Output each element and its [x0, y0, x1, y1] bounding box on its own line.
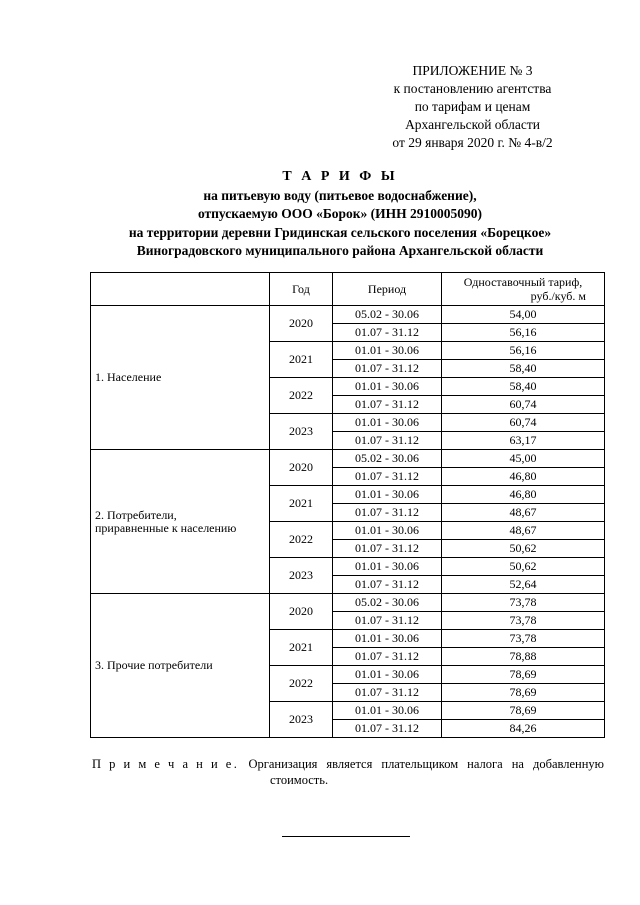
- year-cell: 2023: [270, 558, 333, 594]
- period-cell: 05.02 - 30.06: [333, 450, 442, 468]
- note: [92, 756, 604, 788]
- title-line: на питьевую воду (питьевое водоснабжение),: [203, 187, 477, 203]
- period-cell: 01.07 - 31.12: [333, 612, 442, 630]
- tariff-cell: 52,64: [442, 576, 605, 594]
- year-cell: 2022: [270, 378, 333, 414]
- tariff-cell: 46,80: [442, 486, 605, 504]
- appendix-line: к постановлению агентства: [393, 81, 552, 96]
- note-label: П р и м е ч а н и е.: [92, 757, 240, 771]
- tariff-cell: 78,69: [442, 684, 605, 702]
- period-cell: 01.07 - 31.12: [333, 540, 442, 558]
- period-cell: 01.07 - 31.12: [333, 504, 442, 522]
- document-title: [70, 168, 610, 261]
- appendix-line: от 29 января 2020 г. № 4-в/2: [392, 135, 553, 150]
- period-cell: 05.02 - 30.06: [333, 306, 442, 324]
- tariff-cell: 58,40: [442, 360, 605, 378]
- period-cell: 01.01 - 30.06: [333, 378, 442, 396]
- appendix-header: [365, 62, 580, 152]
- period-cell: 01.01 - 30.06: [333, 630, 442, 648]
- header-period: Период: [333, 273, 442, 306]
- period-cell: 01.01 - 30.06: [333, 414, 442, 432]
- tariff-cell: 58,40: [442, 378, 605, 396]
- note-first-line: [92, 756, 604, 772]
- tariff-cell: 48,67: [442, 504, 605, 522]
- period-cell: 01.07 - 31.12: [333, 720, 442, 738]
- period-cell: 01.01 - 30.06: [333, 522, 442, 540]
- header-tariff: [442, 273, 605, 306]
- year-cell: 2022: [270, 666, 333, 702]
- period-cell: 05.02 - 30.06: [333, 594, 442, 612]
- note-continuation: стоимость.: [270, 773, 329, 787]
- header-tariff-line: руб./куб. м: [530, 289, 586, 303]
- tariff-cell: 78,69: [442, 666, 605, 684]
- tariff-cell: 56,16: [442, 342, 605, 360]
- year-cell: 2021: [270, 630, 333, 666]
- tariff-cell: 50,62: [442, 540, 605, 558]
- tariff-cell: 84,26: [442, 720, 605, 738]
- category-label: 3. Прочие потребители: [95, 658, 213, 672]
- title-line: Т А Р И Ф Ы: [282, 169, 398, 184]
- note-word: на: [511, 757, 524, 771]
- period-cell: 01.07 - 31.12: [333, 648, 442, 666]
- tariff-cell: 46,80: [442, 468, 605, 486]
- table-row: [91, 306, 605, 324]
- tariff-cell: 54,00: [442, 306, 605, 324]
- note-word: плательщиком: [381, 757, 459, 771]
- period-cell: 01.01 - 30.06: [333, 702, 442, 720]
- year-cell: 2021: [270, 342, 333, 378]
- table-body: [91, 306, 605, 738]
- period-cell: 01.01 - 30.06: [333, 666, 442, 684]
- tariff-cell: 63,17: [442, 432, 605, 450]
- tariff-cell: 60,74: [442, 414, 605, 432]
- year-cell: 2020: [270, 594, 333, 630]
- appendix-line: Архангельской области: [405, 117, 540, 132]
- period-cell: 01.01 - 30.06: [333, 558, 442, 576]
- period-cell: 01.07 - 31.12: [333, 396, 442, 414]
- header-tariff-line: Одноставочный тариф,: [463, 275, 583, 289]
- period-cell: 01.01 - 30.06: [333, 342, 442, 360]
- note-word: добавленную: [532, 757, 604, 771]
- category-label: приравненные к населению: [95, 520, 237, 535]
- year-cell: 2021: [270, 486, 333, 522]
- tariff-cell: 73,78: [442, 630, 605, 648]
- tariff-cell: 73,78: [442, 612, 605, 630]
- period-cell: 01.07 - 31.12: [333, 468, 442, 486]
- note-word: является: [326, 757, 373, 771]
- year-cell: 2022: [270, 522, 333, 558]
- tariff-cell: 48,67: [442, 522, 605, 540]
- header-year: Год: [270, 273, 333, 306]
- tariff-cell: 78,88: [442, 648, 605, 666]
- category-cell: [91, 450, 270, 594]
- header-category: [91, 273, 270, 306]
- tariff-cell: 73,78: [442, 594, 605, 612]
- note-word: Организация: [248, 757, 318, 771]
- table-header-row: [91, 273, 605, 306]
- year-cell: 2023: [270, 702, 333, 738]
- period-cell: 01.07 - 31.12: [333, 324, 442, 342]
- period-cell: 01.07 - 31.12: [333, 576, 442, 594]
- table-row: [91, 594, 605, 612]
- period-cell: 01.07 - 31.12: [333, 432, 442, 450]
- appendix-line: по тарифам и ценам: [414, 99, 531, 114]
- period-cell: 01.07 - 31.12: [333, 684, 442, 702]
- title-line: на территории деревни Гридинская сельского поселения «Борецкое»: [128, 224, 552, 240]
- category-cell: [91, 594, 270, 738]
- signature-divider: [282, 836, 410, 837]
- tariff-cell: 50,62: [442, 558, 605, 576]
- category-cell: [91, 306, 270, 450]
- note-word: налога: [467, 757, 503, 771]
- tariff-cell: 78,69: [442, 702, 605, 720]
- title-line: Виноградовского муниципального района Архангельской области: [136, 243, 544, 258]
- tariff-cell: 56,16: [442, 324, 605, 342]
- table-row: [91, 450, 605, 468]
- tariff-cell: 45,00: [442, 450, 605, 468]
- year-cell: 2020: [270, 306, 333, 342]
- tariff-table: [90, 272, 605, 738]
- tariff-cell: 60,74: [442, 396, 605, 414]
- appendix-line: ПРИЛОЖЕНИЕ № 3: [412, 63, 533, 78]
- title-line: отпускаемую ООО «Борок» (ИНН 2910005090): [197, 206, 483, 221]
- year-cell: 2020: [270, 450, 333, 486]
- period-cell: 01.01 - 30.06: [333, 486, 442, 504]
- category-label: 2. Потребители,: [95, 507, 177, 522]
- year-cell: 2023: [270, 414, 333, 450]
- category-label: 1. Население: [95, 370, 162, 384]
- period-cell: 01.07 - 31.12: [333, 360, 442, 378]
